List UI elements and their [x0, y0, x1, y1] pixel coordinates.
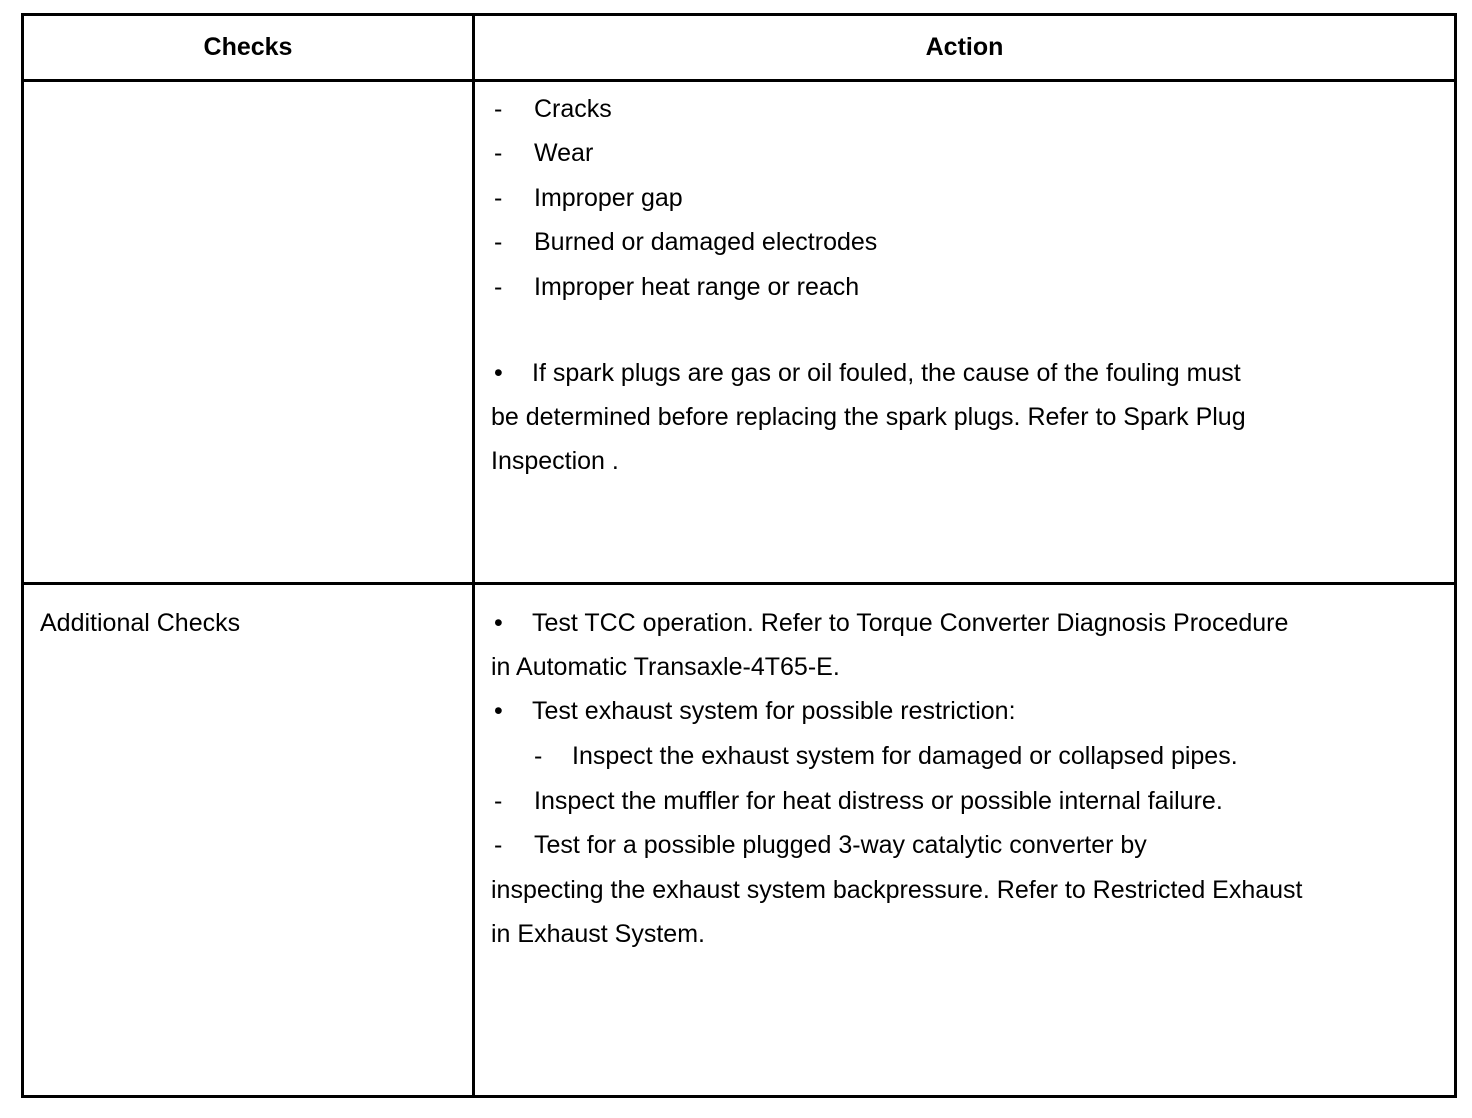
- header-checks: Checks: [203, 33, 293, 61]
- header-action: Action: [925, 33, 1004, 61]
- note-line: be determined before replacing the spark plugs. Refer to Spark Plug: [491, 403, 1246, 431]
- list-item: - Improper gap: [494, 184, 683, 212]
- list-item: - Wear: [494, 139, 594, 167]
- note-line: Inspection .: [491, 447, 619, 475]
- row2-checks-cell: Additional Checks: [40, 609, 241, 637]
- action-line: - Test for a possible plugged 3-way catalytic converter by: [494, 831, 1147, 859]
- list-item: - Improper heat range or reach: [494, 273, 860, 301]
- list-item: - Cracks: [494, 95, 612, 123]
- action-line: - Inspect the exhaust system for damaged or collapsed pipes.: [534, 742, 1238, 770]
- action-line: in Automatic Transaxle-4T65-E.: [491, 653, 840, 681]
- checks-action-table: [21, 13, 1457, 1098]
- header-row-divider: [24, 79, 1454, 82]
- action-line: inspecting the exhaust system backpressure. Refer to Restricted Exhaust: [491, 876, 1303, 904]
- column-divider: [472, 16, 475, 1095]
- row-divider: [24, 582, 1454, 585]
- note-line: • If spark plugs are gas or oil fouled, the cause of the fouling must: [494, 359, 1241, 387]
- action-line: • Test TCC operation. Refer to Torque Converter Diagnosis Procedure: [494, 609, 1289, 637]
- action-line: - Inspect the muffler for heat distress or possible internal failure.: [494, 787, 1223, 815]
- list-item: - Burned or damaged electrodes: [494, 228, 878, 256]
- action-line: in Exhaust System.: [491, 920, 705, 948]
- action-line: • Test exhaust system for possible restriction:: [494, 697, 1016, 725]
